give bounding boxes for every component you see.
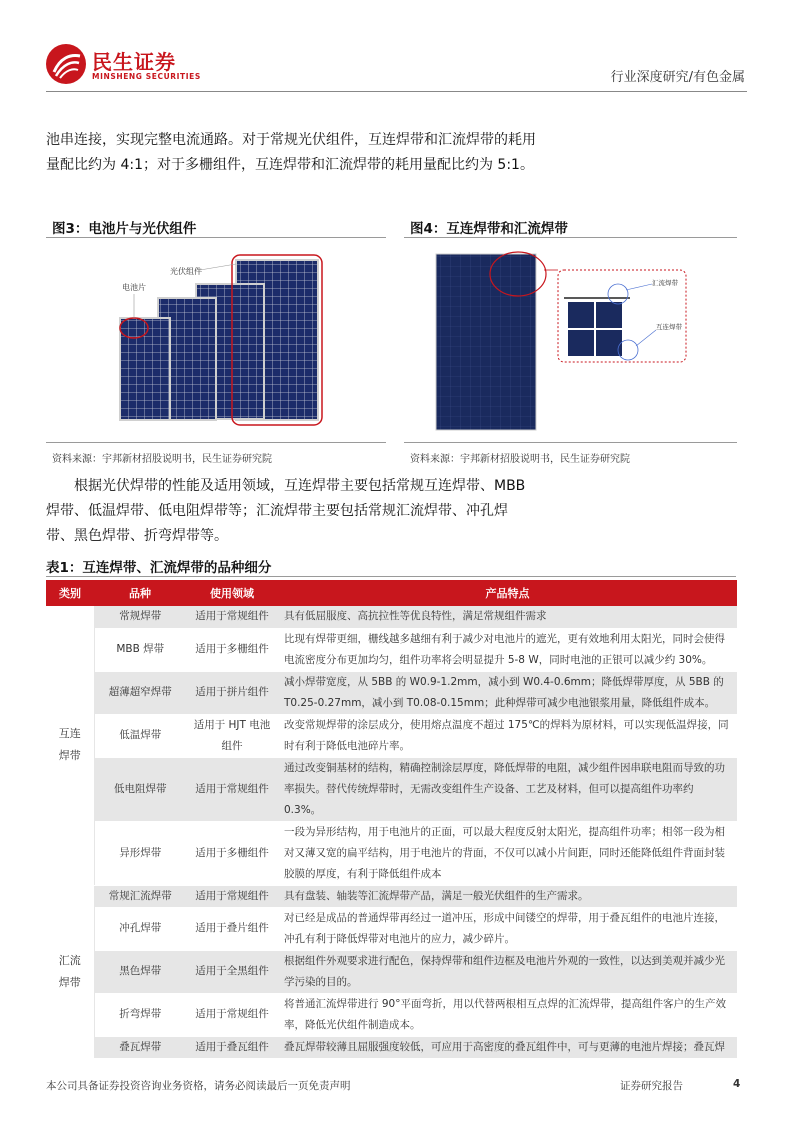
table-row — [46, 950, 737, 993]
variety-feature: 一段为异形结构，用于电池片的正面，可以最大程度反射太阳光，提高组件功率；相邻一段为相对又薄又宽的扁平结构，用于电池片的背面，不仅可以减小片间距，同时还能降低组件背面封装胶膜的厚度，有利于降低组件成本 — [278, 821, 737, 885]
variety-usage: 适用于常规组件 — [186, 993, 278, 1036]
footer-report-type: 证券研究报告 — [620, 1080, 683, 1092]
variety-name: 黑色焊带 — [94, 950, 186, 993]
variety-name: 常规汇流焊带 — [94, 885, 186, 907]
figure3-source: 资料来源：宇邦新材招股说明书，民生证券研究院 — [52, 454, 272, 465]
variety-usage: 适用于拼片组件 — [186, 671, 278, 714]
intro-paragraph: 池串连接，实现完整电流通路。对于常规光伏组件，互连焊带和汇流焊带的耗用量配比约为 4:1；对于多栅组件，互连焊带和汇流焊带的耗用量配比约为 5:1。 — [46, 132, 536, 173]
brand-name-en: MINSHENG SECURITIES — [92, 72, 201, 81]
variety-feature: 对已经是成品的普通焊带再经过一道冲压，形成中间镂空的焊带，用于叠瓦组件的电池片连接，冲孔有利于降低焊带对电池片的应力，减少碎片。 — [278, 907, 737, 950]
table-row — [46, 993, 737, 1036]
header-divider — [46, 91, 747, 92]
figure3-top-rule — [46, 237, 386, 238]
table-row — [46, 757, 737, 821]
table-row — [46, 1036, 737, 1058]
variety-usage: 适用于常规组件 — [186, 757, 278, 821]
logo-mark-icon — [46, 44, 86, 84]
variety-name: 低温焊带 — [94, 714, 186, 757]
page-header — [0, 0, 793, 92]
body-paragraph — [46, 474, 526, 549]
figure3-image — [96, 248, 336, 438]
solar-panel — [436, 254, 536, 430]
footer-disclaimer: 本公司具备证券投资咨询业务资格，请务必阅读最后一页免责声明 — [46, 1080, 351, 1092]
variety-name: 折弯焊带 — [94, 993, 186, 1036]
body-paragraph-text: 根据光伏焊带的性能及适用领域，互连焊带主要包括常规互连焊带、MBB 焊带、低温焊带、低电阻焊带等；汇流焊带主要包括常规汇流焊带、冲孔焊带、黑色焊带、折弯焊带等。 — [46, 478, 526, 544]
table-row — [46, 606, 737, 628]
brand-logo — [46, 44, 206, 88]
category-label: 互连焊带 — [58, 727, 81, 763]
table-header-row — [46, 580, 737, 606]
brand-name-cn: 民生证券 — [92, 50, 176, 74]
header-features: 产品特点 — [278, 580, 737, 606]
table-row — [46, 821, 737, 885]
category-cell-bus — [46, 885, 94, 1058]
cell-1 — [568, 302, 594, 328]
cell-2 — [596, 302, 622, 328]
variety-feature: 具有低屈服度、高抗拉性等优良特性，满足常规组件需求 — [278, 606, 737, 628]
variety-name: 异形焊带 — [94, 821, 186, 885]
figure4-top-rule — [404, 237, 737, 238]
variety-name: 低电阻焊带 — [94, 757, 186, 821]
category-label: 汇流焊带 — [58, 953, 81, 989]
variety-table — [46, 580, 737, 1059]
table-title: 表1：互连焊带、汇流焊带的品种细分 — [46, 560, 272, 576]
variety-feature: 将普通汇流焊带进行 90°平面弯折，用以代替两根相互点焊的汇流焊带，提高组件客户的生产效率，降低光伏组件制造成本。 — [278, 993, 737, 1036]
variety-usage: 适用于全黑组件 — [186, 950, 278, 993]
table-row — [46, 671, 737, 714]
variety-usage: 适用于叠瓦组件 — [186, 1036, 278, 1058]
variety-name: MBB 焊带 — [94, 628, 186, 671]
figure3-label-module: 光伏组件 — [170, 267, 202, 276]
header-variety: 品种 — [94, 580, 186, 606]
variety-usage: 适用于常规组件 — [186, 606, 278, 628]
figure3-bottom-rule — [46, 442, 386, 443]
figure4-label-inter: 互连焊带 — [656, 323, 682, 331]
variety-name: 超薄超窄焊带 — [94, 671, 186, 714]
variety-usage: 适用于常规组件 — [186, 885, 278, 907]
table-row — [46, 907, 737, 950]
variety-feature: 根据组件外观要求进行配色，保持焊带和组件边框及电池片外观的一致性，以达到美观并减少光学污染的目的。 — [278, 950, 737, 993]
figure4-bottom-rule — [404, 442, 737, 443]
variety-name: 叠瓦焊带 — [94, 1036, 186, 1058]
variety-usage: 适用于多栅组件 — [186, 821, 278, 885]
figure3-title: 图3：电池片与光伏组件 — [52, 221, 197, 237]
figure4-source: 资料来源：宇邦新材招股说明书，民生证券研究院 — [410, 454, 630, 465]
header-category: 类别 — [46, 580, 94, 606]
cell-3 — [568, 330, 594, 356]
table-title-rule — [46, 576, 736, 577]
variety-feature: 改变常规焊带的涂层成分，使用熔点温度不超过 175℃的焊料为原材料，可以实现低温焊接，同时有利于降低电池碎片率。 — [278, 714, 737, 757]
figure3-label-cell: 电池片 — [122, 283, 146, 292]
variety-feature: 减小焊带宽度，从 5BB 的 W0.9-1.2mm，减小到 W0.4-0.6mm；降低焊带厚度，从 5BB 的 T0.25-0.27mm，减小到 T0.08-0.15mm；此种焊带可减少电池银浆用量，降低组件成本。 — [278, 671, 737, 714]
figure4-label-bus: 汇流焊带 — [652, 279, 678, 287]
variety-feature: 叠瓦焊带较薄且屈服强度较低，可应用于高密度的叠瓦组件中，可与更薄的电池片焊接；叠瓦焊 — [278, 1036, 737, 1058]
variety-feature: 具有盘装、轴装等汇流焊带产品，满足一般光伏组件的生产需求。 — [278, 885, 737, 907]
table-row — [46, 885, 737, 907]
variety-usage-text: 适用于 HJT 电池组件 — [193, 718, 271, 752]
variety-usage: 适用于叠片组件 — [186, 907, 278, 950]
page-number: 4 — [733, 1078, 741, 1090]
figure4-image — [430, 246, 700, 436]
table-row — [46, 714, 737, 757]
header-usage: 使用领域 — [186, 580, 278, 606]
variety-name: 常规焊带 — [94, 606, 186, 628]
report-category: 行业深度研究/有色金属 — [610, 70, 745, 85]
category-cell-interconnect — [46, 606, 94, 885]
variety-usage: 适用于多栅组件 — [186, 628, 278, 671]
variety-name: 冲孔焊带 — [94, 907, 186, 950]
variety-feature: 通过改变铜基材的结构，精确控制涂层厚度，降低焊带的电阻，减少组件因串联电阻而导致的功率损失。替代传统焊带时，无需改变组件生产设备、工艺及材料，但可以提高组件功率约 0.3%。 — [278, 757, 737, 821]
figure4-title: 图4：互连焊带和汇流焊带 — [410, 221, 568, 237]
variety-usage — [186, 714, 278, 757]
table-row — [46, 628, 737, 671]
variety-feature: 比现有焊带更细，栅线越多越细有利于减少对电池片的遮光，更有效地利用太阳光，同时会使得电流密度分布更加均匀，组件功率将会明显提升 5-8 W，同时电池的正银可以减少约 30%。 — [278, 628, 737, 671]
